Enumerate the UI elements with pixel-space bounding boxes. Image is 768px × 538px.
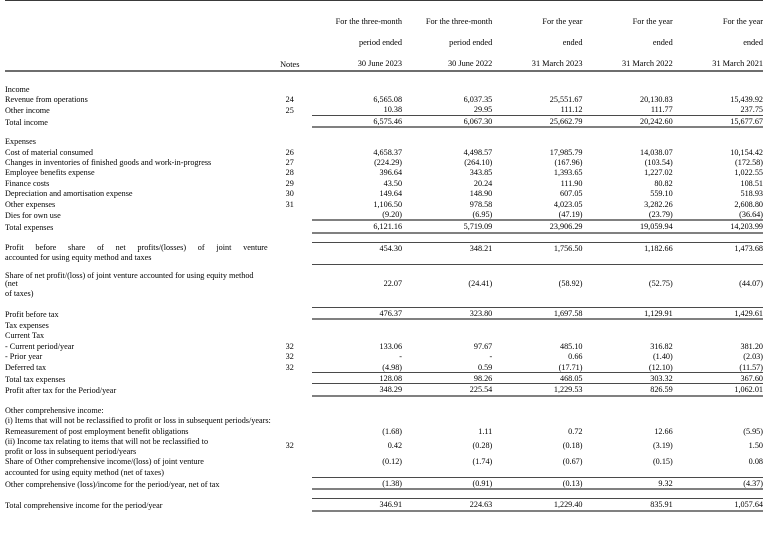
oci-share-jv-label-line2: accounted for using equity method (net of taxes)	[5, 468, 164, 478]
table-row	[5, 104, 763, 115]
table-total-row	[5, 372, 763, 383]
oci-item-i-heading: (i) Items that will not be reclassified to profit or loss in subsequent periods/years:	[5, 416, 271, 426]
row-value: 19,059.94	[583, 220, 673, 232]
spacer	[5, 127, 763, 136]
oci-share-jv-row	[5, 456, 763, 466]
table-total-row	[5, 115, 763, 127]
row-value: 6,565.08	[373, 95, 403, 105]
spacer	[5, 489, 763, 499]
row-value: 0.42	[387, 440, 403, 450]
row-label: Profit after tax for the Period/year	[5, 386, 117, 396]
row-value: 0.66	[568, 352, 583, 362]
row-note	[268, 384, 312, 396]
share-jv-row-cont	[5, 288, 763, 298]
row-note	[268, 499, 312, 511]
row-value: 1,129.91	[583, 307, 673, 319]
profit-before-jv-label-line1: Profit before share of net profits/(losses) of joint venture	[5, 243, 268, 253]
row-label: Other expenses	[5, 199, 56, 209]
row-value: 43.50	[383, 178, 403, 188]
row-value: 4,658.37	[373, 147, 403, 157]
row-value: (0.15)	[652, 457, 673, 467]
row-value: (0.12)	[382, 457, 403, 467]
row-note: 32	[285, 352, 294, 362]
share-jv-label-line2: of taxes)	[5, 289, 34, 299]
row-value: 1.50	[748, 440, 763, 450]
row-note: 25	[285, 105, 294, 115]
expenses-heading: Expenses	[5, 137, 36, 147]
row-value: 1,062.01	[673, 384, 763, 396]
row-note	[268, 220, 312, 232]
table-row	[5, 209, 763, 220]
row-value: 80.82	[654, 178, 673, 188]
row-note: 28	[285, 168, 294, 178]
header-col-fy2022-line1: For the year	[632, 16, 673, 26]
profit-before-jv-row	[5, 242, 763, 253]
row-note: 30	[285, 189, 294, 199]
row-value: 20,242.60	[583, 115, 673, 127]
row-value: (103.54)	[644, 158, 673, 168]
row-value: (44.07)	[739, 278, 763, 288]
row-value: 978.58	[469, 199, 493, 209]
row-label: Total income	[5, 117, 48, 127]
table-row	[5, 199, 763, 209]
total-comprehensive-row	[5, 499, 763, 511]
row-note	[268, 307, 312, 319]
row-value: 1,393.65	[553, 168, 583, 178]
row-value: 1,756.50	[492, 242, 582, 253]
row-value: 1,229.40	[492, 499, 582, 511]
header-col-q1-2023-line2: period ended	[358, 37, 403, 47]
row-label: Dies for own use	[5, 210, 61, 220]
row-value: (0.67)	[562, 457, 583, 467]
header-col-fy2023-line1: For the year	[542, 16, 583, 26]
header-col-fy2022-line2: ended	[652, 37, 673, 47]
row-value: 108.51	[740, 178, 763, 188]
row-value: 2,608.80	[734, 199, 763, 209]
row-value: 454.30	[312, 242, 402, 253]
tax-heading: Tax expenses	[5, 321, 49, 331]
oci-item-ii-label	[5, 436, 268, 456]
header-blank-label	[5, 6, 268, 71]
row-value: 25,662.79	[492, 115, 582, 127]
row-value: 4,023.05	[553, 199, 583, 209]
row-value: 9.32	[583, 478, 673, 490]
row-value: (36.64)	[673, 209, 763, 220]
table-header-row	[5, 6, 763, 71]
row-note: 29	[285, 178, 294, 188]
oci-heading: Other comprehensive income:	[5, 405, 104, 415]
row-label: Depreciation and amortisation expense	[5, 189, 133, 199]
row-value: (1.68)	[382, 426, 403, 436]
row-value: 303.32	[583, 372, 673, 383]
row-value: (1.74)	[472, 457, 493, 467]
row-value: 3,282.26	[644, 199, 673, 209]
spacer	[5, 299, 763, 308]
table-row	[5, 157, 763, 167]
row-value: 346.91	[312, 499, 402, 511]
row-value: (0.91)	[402, 478, 492, 490]
row-note: 27	[285, 158, 294, 168]
row-value: 22.07	[383, 278, 403, 288]
row-value: 1,182.66	[583, 242, 673, 253]
table-total-row	[5, 220, 763, 232]
row-label: - Current period/year	[5, 341, 75, 351]
row-value: (24.41)	[468, 278, 493, 288]
row-value: (6.95)	[402, 209, 492, 220]
row-value: 5,719.09	[402, 220, 492, 232]
row-label: Employee benefits expense	[5, 168, 95, 178]
header-col-q1-2022-line1: For the three-month	[425, 16, 493, 26]
row-value: 15,439.92	[730, 95, 763, 105]
row-value: 0.08	[748, 457, 763, 467]
header-col-q1-2022	[402, 6, 492, 71]
table-row	[5, 94, 763, 104]
row-value: 14,203.99	[673, 220, 763, 232]
row-value: 23,906.29	[492, 220, 582, 232]
row-label: Remeasurement of post employment benefit obligations	[5, 426, 189, 436]
row-value: 12.66	[654, 426, 673, 436]
row-value: 6,067.30	[402, 115, 492, 127]
row-note	[268, 456, 312, 466]
header-col-q1-2022-line3: 30 June 2022	[448, 59, 493, 69]
row-value: (47.19)	[492, 209, 582, 220]
row-note	[268, 272, 312, 289]
header-col-fy2021-line1: For the year	[722, 16, 763, 26]
row-value: 367.60	[673, 372, 763, 383]
row-value: (0.13)	[492, 478, 582, 490]
row-value: 381.20	[740, 341, 763, 351]
row-value: 149.64	[379, 189, 403, 199]
row-value: 224.63	[402, 499, 492, 511]
row-value: 4,498.57	[463, 147, 493, 157]
header-col-fy2023-line2: ended	[562, 37, 583, 47]
row-value: 1,106.50	[373, 199, 403, 209]
header-col-fy2021-line3: 31 March 2021	[712, 59, 763, 69]
row-label: Total comprehensive income for the period/year	[5, 501, 163, 511]
profit-after-tax-row	[5, 384, 763, 396]
header-notes: Notes	[280, 60, 300, 70]
row-label: - Prior year	[5, 352, 43, 362]
row-value: 17,985.79	[549, 147, 583, 157]
row-label: Cost of material consumed	[5, 147, 93, 157]
row-value: (12.10)	[583, 362, 673, 373]
spacer	[5, 76, 763, 84]
row-label: Total tax expenses	[5, 374, 66, 384]
row-label: Other income	[5, 105, 50, 115]
row-note	[268, 115, 312, 127]
row-value: 1.11	[478, 426, 493, 436]
row-value: (224.29)	[374, 158, 403, 168]
row-value: 0.59	[402, 362, 492, 373]
oci-item-i-heading-row	[5, 415, 763, 425]
row-value: (0.18)	[562, 440, 583, 450]
oci-total-row	[5, 478, 763, 490]
row-value: 468.05	[492, 372, 582, 383]
oci-heading-row	[5, 405, 763, 415]
row-value: -	[489, 352, 493, 362]
row-value: 0.72	[568, 426, 583, 436]
header-col-fy2021-line2: ended	[743, 37, 763, 47]
row-note: 32	[285, 341, 294, 351]
row-value: (5.95)	[743, 426, 763, 436]
row-value: 29.95	[402, 104, 492, 115]
table-row	[5, 147, 763, 157]
header-col-q1-2022-line2: period ended	[449, 37, 493, 47]
row-note: 32	[285, 440, 294, 450]
row-value: 20.24	[473, 178, 493, 188]
row-value: (167.96)	[554, 158, 583, 168]
row-value: 148.90	[469, 189, 493, 199]
row-value: 14,038.07	[639, 147, 673, 157]
table-row	[5, 178, 763, 188]
row-value: 476.37	[312, 307, 402, 319]
row-label: Changes in inventories of finished goods and work-in-progress	[5, 158, 212, 168]
row-value: 1,229.53	[492, 384, 582, 396]
row-value: 343.85	[469, 168, 493, 178]
row-note: 26	[285, 147, 294, 157]
row-value: 396.64	[379, 168, 403, 178]
row-value: (264.10)	[464, 158, 493, 168]
table-row	[5, 362, 763, 373]
row-label: Revenue from operations	[5, 95, 88, 105]
row-value: 10.38	[312, 104, 402, 115]
share-jv-row	[5, 272, 763, 289]
spacer	[5, 233, 763, 243]
row-label: Total expenses	[5, 223, 54, 233]
row-value: 1,473.68	[673, 242, 763, 253]
profit-before-jv-label	[5, 242, 268, 264]
row-value: 6,575.46	[312, 115, 402, 127]
spacer	[5, 396, 763, 405]
row-value: 826.59	[583, 384, 673, 396]
row-value: 348.21	[402, 242, 492, 253]
row-value: 316.82	[650, 341, 673, 351]
row-note	[268, 242, 312, 253]
row-value: (172.58)	[735, 158, 763, 168]
row-value: 133.06	[379, 341, 403, 351]
row-value: 1,227.02	[644, 168, 673, 178]
table-row	[5, 341, 763, 351]
row-value: (1.38)	[312, 478, 402, 490]
row-value: (52.75)	[648, 278, 673, 288]
row-value: (2.03)	[743, 352, 763, 362]
table-row	[5, 188, 763, 198]
section-heading-expenses	[5, 136, 763, 146]
table-row	[5, 426, 763, 436]
oci-share-jv-label-line1: Share of Other comprehensive income/(loss) of joint venture	[5, 457, 204, 467]
row-value: 111.77	[583, 104, 673, 115]
income-heading: Income	[5, 84, 30, 94]
row-value: 6,037.35	[463, 95, 493, 105]
row-label: Finance costs	[5, 178, 50, 188]
row-label: Profit before tax	[5, 309, 59, 319]
header-col-q1-2023-line3: 30 June 2023	[357, 59, 403, 69]
table-row	[5, 167, 763, 177]
tax-subheading-row	[5, 330, 763, 340]
header-col-q1-2023-line1: For the three-month	[335, 16, 403, 26]
row-note: 24	[285, 95, 294, 105]
row-value: 25,551.67	[549, 95, 583, 105]
header-col-fy2023-line3: 31 March 2023	[531, 59, 583, 69]
row-value: -	[399, 352, 403, 362]
row-value: 348.29	[312, 384, 402, 396]
share-jv-label-line1: Share of net profit/(loss) of joint venture accounted for using equity method (net	[5, 270, 254, 288]
row-value: 20,130.83	[639, 95, 673, 105]
row-value: 518.93	[740, 189, 763, 199]
row-value: (58.92)	[558, 278, 583, 288]
row-value: 559.10	[650, 189, 673, 199]
row-value: (0.28)	[472, 440, 493, 450]
row-value: 237.75	[673, 104, 763, 115]
tax-subheading: Current Tax	[5, 331, 45, 341]
row-note	[268, 209, 312, 220]
header-col-fy2021	[673, 6, 763, 71]
oci-item-ii-label-line2: profit or loss in subsequent period/years	[5, 446, 137, 456]
row-note	[268, 372, 312, 383]
row-value: 1,429.61	[673, 307, 763, 319]
profit-and-loss-table	[5, 0, 763, 512]
row-value: 15,677.67	[673, 115, 763, 127]
row-value: (11.57)	[673, 362, 763, 373]
row-note: 31	[285, 199, 294, 209]
row-value: 485.10	[559, 341, 583, 351]
row-value: 225.54	[402, 384, 492, 396]
row-note	[268, 426, 312, 436]
oci-item-ii-label-line1: (ii) Income tax relating to items that will not be reclassified to	[5, 436, 209, 446]
profit-before-tax-row	[5, 307, 763, 319]
row-value: 128.08	[312, 372, 402, 383]
row-label: Deferred tax	[5, 363, 47, 373]
row-value: 111.90	[560, 178, 583, 188]
header-col-q1-2023	[312, 6, 402, 71]
row-value: (23.79)	[583, 209, 673, 220]
row-value: 97.67	[473, 341, 493, 351]
row-note	[268, 478, 312, 490]
row-value: (4.37)	[673, 478, 763, 490]
row-note: 32	[285, 363, 294, 373]
row-value: 1,057.64	[673, 499, 763, 511]
row-value: 1,022.55	[734, 168, 763, 178]
oci-share-jv-row-cont	[5, 467, 763, 478]
header-col-fy2022	[583, 6, 673, 71]
profit-before-jv-label-line2: accounted for using equity method and taxes	[5, 252, 152, 262]
row-value: 607.05	[559, 189, 583, 199]
row-value: (17.71)	[492, 362, 582, 373]
row-value: (3.19)	[652, 440, 673, 450]
row-value: 1,697.58	[492, 307, 582, 319]
header-col-fy2023	[492, 6, 582, 71]
row-value: (9.20)	[312, 209, 402, 220]
header-col-fy2022-line3: 31 March 2022	[622, 59, 673, 69]
row-value: 98.26	[402, 372, 492, 383]
row-value: (1.40)	[652, 352, 673, 362]
row-value: 111.12	[492, 104, 582, 115]
section-heading-income	[5, 84, 763, 94]
row-value: 10,154.42	[730, 147, 763, 157]
row-value: (4.98)	[312, 362, 402, 373]
row-value: 323.80	[402, 307, 492, 319]
tax-heading-row	[5, 319, 763, 330]
row-label: Other comprehensive (loss)/income for the period/year, net of tax	[5, 480, 220, 490]
row-value: 835.91	[583, 499, 673, 511]
row-value: 6,121.16	[312, 220, 402, 232]
table-row	[5, 351, 763, 361]
